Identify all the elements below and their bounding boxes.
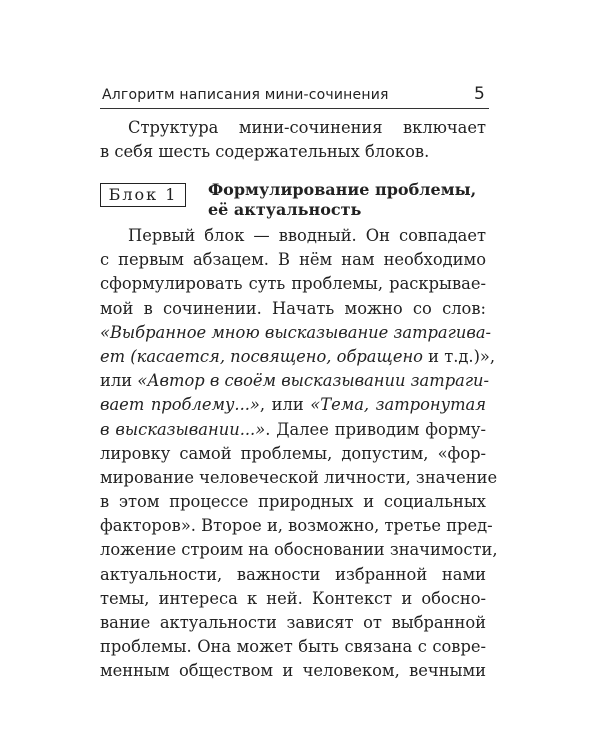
block-heading-line: Формулирование проблемы, <box>208 180 477 199</box>
text-line: вание актуальности зависят от выбранной <box>100 613 486 632</box>
text-line: актуальности, важности избранной нами <box>100 564 486 584</box>
text-line: проблемы. Она может быть связана с совре- <box>100 637 486 657</box>
text-line <box>100 321 492 345</box>
main-paragraph <box>100 224 498 684</box>
text-fragment: , или <box>259 395 304 415</box>
italic-quote: «Тема, затронутая <box>310 395 486 415</box>
text-line: мирование человеческой личности, значение <box>100 467 498 487</box>
text-line: Первый блок — вводный. Он совпадает <box>128 226 486 245</box>
text-line <box>100 345 496 369</box>
italic-quote: «Автор в своём высказывании затраги- <box>137 371 490 391</box>
text-line: Структура мини-сочинения включает <box>128 118 486 137</box>
intro-paragraph <box>100 116 486 164</box>
block-label: Блок 1 <box>108 185 178 204</box>
italic-quote: ет (касается, посвящено, обращено <box>100 346 423 366</box>
text-fragment: или <box>100 371 133 391</box>
text-fragment: . Далее приводим форму- <box>265 419 486 439</box>
italic-quote: в высказывании...» <box>100 419 266 439</box>
text-line <box>100 393 486 417</box>
header-title: Алгоритм написания мини-сочинения <box>102 87 389 103</box>
page-number: 5 <box>473 84 485 104</box>
running-header <box>100 86 489 109</box>
block-heading <box>208 180 488 220</box>
text-line: менным обществом и человеком, вечными <box>100 661 486 681</box>
block-heading-line: её актуальность <box>208 200 362 219</box>
block-label-box <box>100 183 186 207</box>
italic-quote: вает проблему...» <box>100 395 260 415</box>
text-fragment: и т.д.)», <box>428 346 496 366</box>
text-line: темы, интереса к ней. Контекст и обосно- <box>100 588 486 608</box>
text-line: в этом процессе природных и социальных <box>100 492 486 512</box>
text-line <box>100 418 486 442</box>
text-line <box>100 369 490 393</box>
text-line: мой в сочинении. Начать можно со слов: <box>100 298 486 318</box>
text-line: с первым абзацем. В нём нам необходимо <box>100 250 486 270</box>
text-line: ложение строим на обосновании значимости, <box>100 540 498 560</box>
text-line: сформулировать суть проблемы, раскрывае- <box>100 274 486 294</box>
text-line: лировку самой проблемы, допустим, «фор- <box>100 443 486 463</box>
text-line: факторов». Второе и, возможно, третье пред- <box>100 516 493 536</box>
italic-quote: «Выбранное мною высказывание затрагива- <box>100 322 492 342</box>
text-line: в себя шесть содержательных блоков. <box>100 142 430 162</box>
